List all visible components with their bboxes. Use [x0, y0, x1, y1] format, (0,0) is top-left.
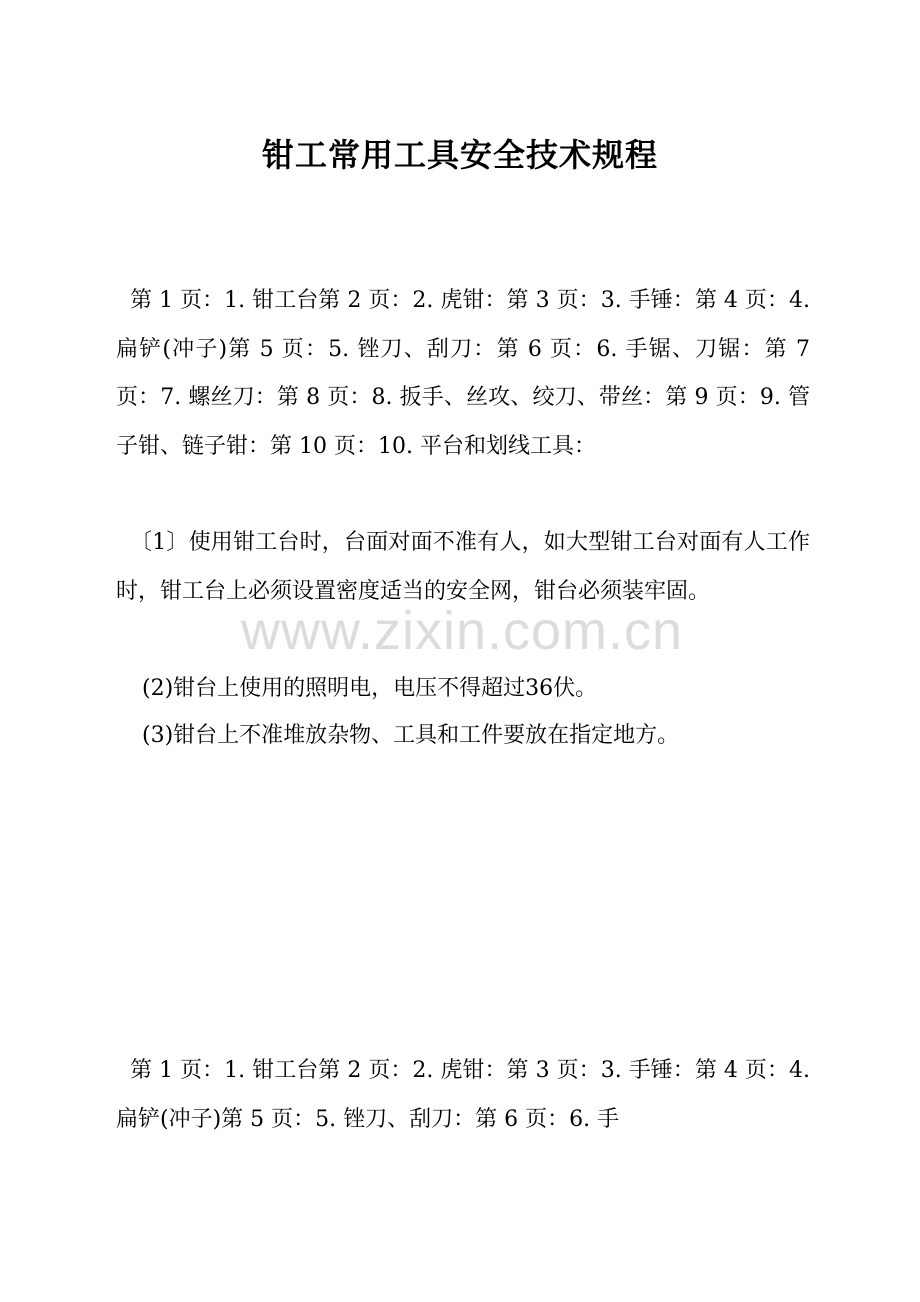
rule-item-1: 〔1〕使用钳工台时，台面对面不准有人，如大型钳工台对面有人工作时，钳工台上必须设置密度适当的安全网，钳台必须装牢固。 — [116, 530, 810, 604]
watermark-text: www.zixin.com.cn — [240, 601, 684, 661]
document-title: 钳工常用工具安全技术规程 — [261, 136, 658, 174]
toc-paragraph: 第 1 页：1. 钳工台第 2 页：2. 虎钳：第 3 页：3. 手锤：第 4 页：4. 扁铲(冲子)第 5 页：5. 锉刀、刮刀：第 6 页：6. 手锯、刀锯：第 7 页：7. 螺丝刀：第 8 页：8. 扳手、丝攻、绞刀、带丝：第 9 页：9. 管子钳、链子钳：第 10 页：10. 平台和划线工具： — [116, 288, 810, 459]
toc-paragraph-repeat: 第 1 页：1. 钳工台第 2 页：2. 虎钳：第 3 页：3. 手锤：第 4 页：4. 扁铲(冲子)第 5 页：5. 锉刀、刮刀：第 6 页：6. 手 — [116, 1058, 810, 1132]
rule-item-3: (3)钳台上不准堆放杂物、工具和工件要放在指定地方。 — [142, 723, 680, 748]
rule-item-2: (2)钳台上使用的照明电，电压不得超过36伏。 — [142, 676, 598, 701]
